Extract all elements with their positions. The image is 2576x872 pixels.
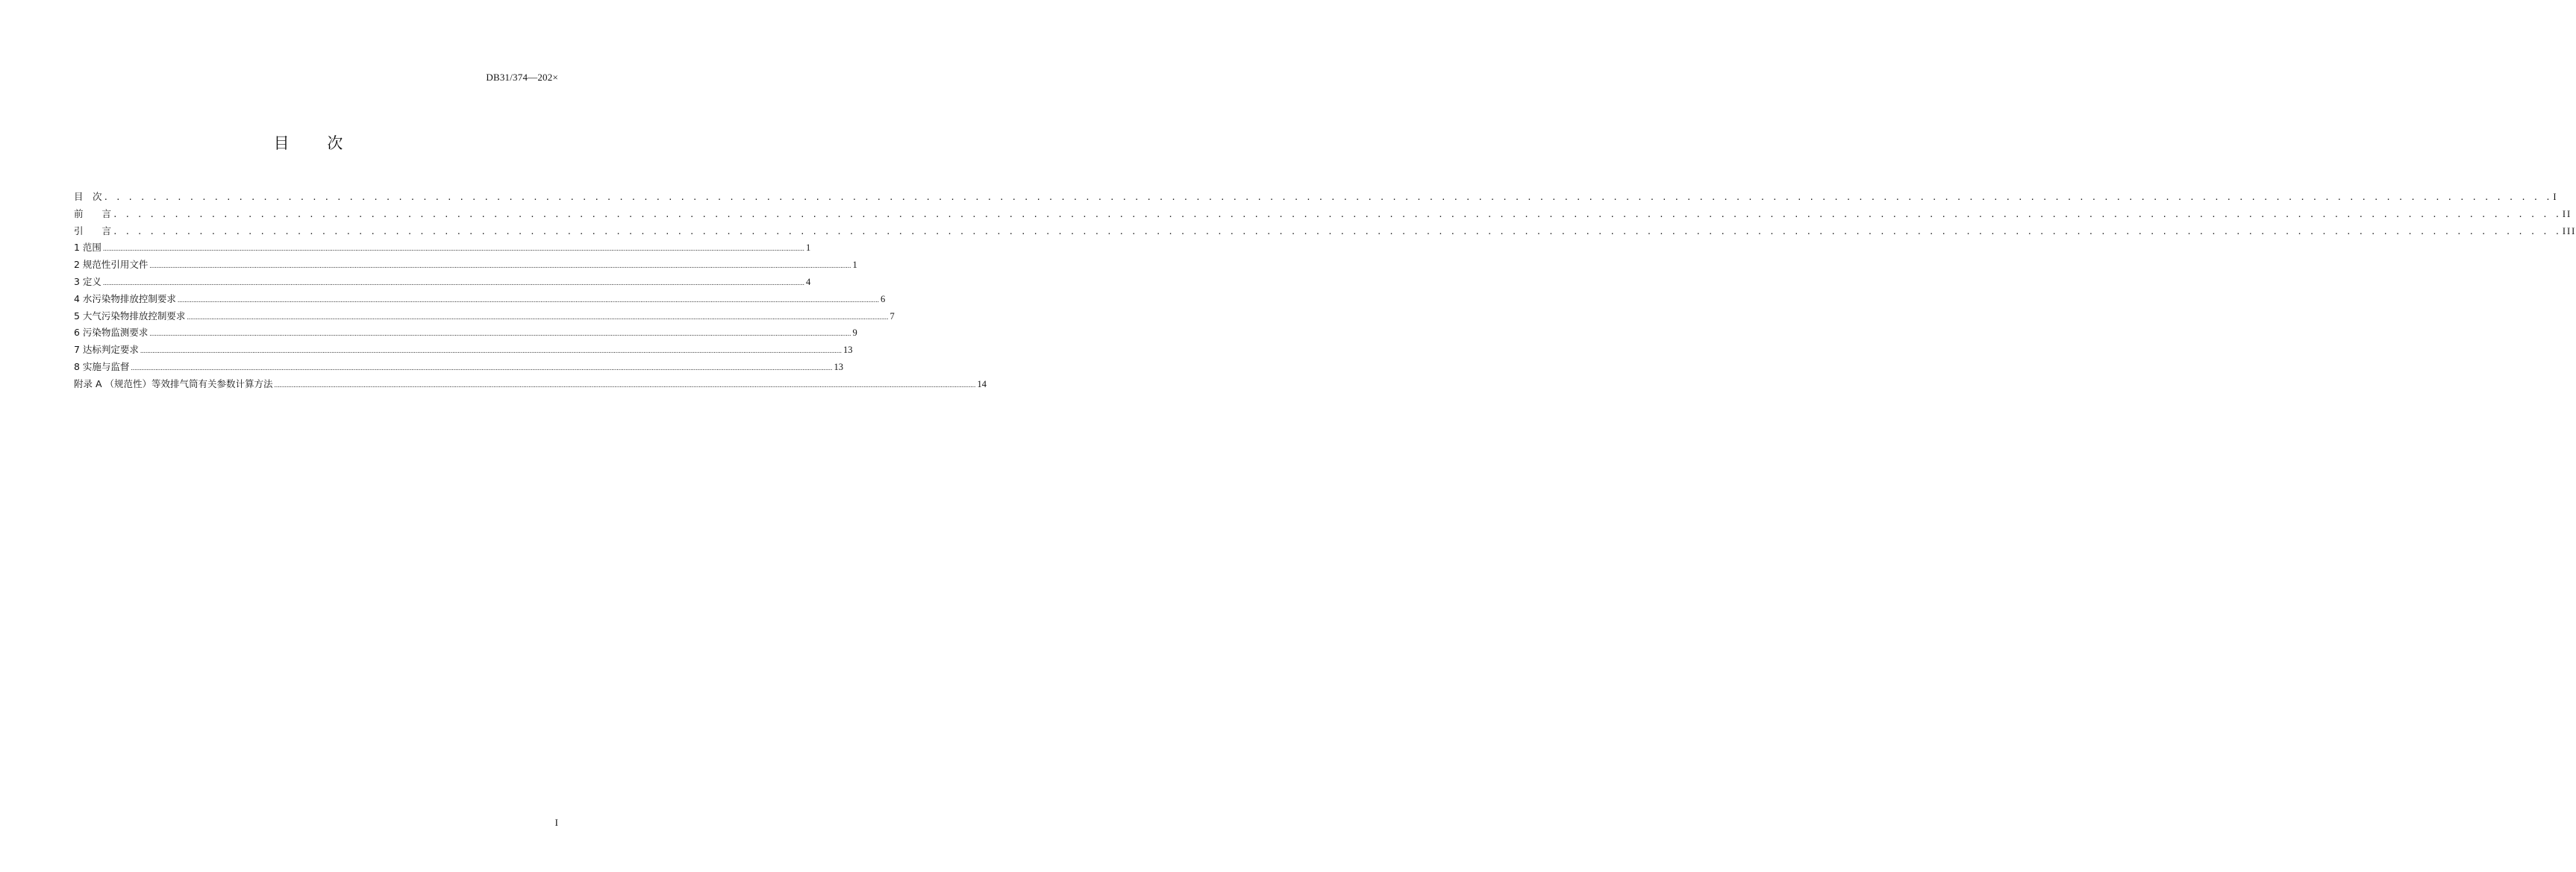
- toc-entry-page: 4: [805, 276, 811, 287]
- toc-entry-page: 13: [842, 345, 853, 356]
- toc-entry[interactable]: [74, 207, 2572, 224]
- toc-leader-dots: ................................................................................................................................................................................................................................................................................................................................................................................................................: [177, 295, 879, 304]
- toc-entry-label: 前 言: [74, 207, 112, 219]
- toc-entry[interactable]: [74, 377, 987, 394]
- toc-entry-page: 13: [834, 361, 843, 372]
- toc-entry[interactable]: [74, 240, 811, 257]
- toc-entry-label: 3 定义: [74, 275, 101, 287]
- toc-leader-dots: ................................................................................................................................................................................................................................................................................................................................................................................................................: [102, 245, 804, 253]
- toc-leader-dots: . . . . . . . . . . . . . . . . . . . . . . . . . . . . . . . . . . . . . . . . . . . . . . . . . . . . . . . . . . . . . . . . . . . . . . . . . . . . . . . . . . . . . . . . . . . . . . . . . . . . . . . . . . . . . . . . . . . . . . . . . . . . . . . . . . . . . . . . . . . . . . . . . . . . . . . . . . . . . . . . . . . . . . . . . . . . . . . . . . . . . . . . . . . . . . . . . . . . . . . .: [113, 226, 2561, 236]
- toc-entry-label: 目 次: [74, 191, 102, 202]
- toc-leader-dots: ................................................................................................................................................................................................................................................................................................................................................................................................................: [274, 380, 976, 389]
- toc-entry-page: 9: [852, 327, 857, 339]
- document-code: DB31/374—202×: [486, 72, 558, 83]
- toc-entry-page: III: [2562, 225, 2576, 236]
- toc-entry-label: 8 实施与监督: [74, 360, 130, 372]
- toc-entry[interactable]: [74, 224, 2576, 241]
- table-of-contents: [74, 189, 2576, 394]
- toc-leader-dots: ................................................................................................................................................................................................................................................................................................................................................................................................................: [149, 330, 851, 338]
- toc-entry-page: II: [2562, 208, 2572, 219]
- toc-entry[interactable]: [74, 325, 857, 342]
- toc-entry-page: 1: [852, 260, 857, 271]
- toc-entry[interactable]: [74, 292, 886, 309]
- toc-entry[interactable]: [74, 275, 811, 292]
- toc-entry-label: 4 水污染物排放控制要求: [74, 292, 176, 304]
- toc-entry[interactable]: [74, 342, 853, 360]
- toc-entry-page: 14: [977, 378, 987, 389]
- toc-entry-page: I: [2553, 192, 2558, 202]
- toc-entry-page: 1: [805, 242, 811, 254]
- toc-leader-dots: ................................................................................................................................................................................................................................................................................................................................................................................................................: [131, 363, 833, 371]
- toc-entry-label: 引 言: [74, 225, 112, 236]
- toc-entry[interactable]: [74, 309, 895, 326]
- toc-leader-dots: . . . . . . . . . . . . . . . . . . . . . . . . . . . . . . . . . . . . . . . . . . . . . . . . . . . . . . . . . . . . . . . . . . . . . . . . . . . . . . . . . . . . . . . . . . . . . . . . . . . . . . . . . . . . . . . . . . . . . . . . . . . . . . . . . . . . . . . . . . . . . . . . . . . . . . . . . . . . . . . . . . . . . . . . . . . . . . . . . . . . . . . . . . . . . . . . . . . . . . . .: [103, 192, 2552, 202]
- toc-entry-page: 6: [880, 293, 886, 304]
- toc-entry[interactable]: [74, 360, 843, 377]
- toc-leader-dots: ................................................................................................................................................................................................................................................................................................................................................................................................................: [140, 347, 842, 355]
- toc-entry-label: 7 达标判定要求: [74, 344, 139, 356]
- toc-entry-label: 2 规范性引用文件: [74, 259, 149, 271]
- toc-entry-page: 7: [890, 310, 895, 321]
- toc-leader-dots: ................................................................................................................................................................................................................................................................................................................................................................................................................: [102, 278, 804, 286]
- toc-title: 目 次: [273, 134, 360, 152]
- toc-entry-label: 5 大气污染物排放控制要求: [74, 310, 186, 321]
- toc-leader-dots: ................................................................................................................................................................................................................................................................................................................................................................................................................: [187, 313, 889, 321]
- page-number: I: [554, 817, 558, 828]
- toc-entry[interactable]: [74, 257, 857, 275]
- toc-entry-label: 1 范围: [74, 242, 101, 254]
- toc-leader-dots: . . . . . . . . . . . . . . . . . . . . . . . . . . . . . . . . . . . . . . . . . . . . . . . . . . . . . . . . . . . . . . . . . . . . . . . . . . . . . . . . . . . . . . . . . . . . . . . . . . . . . . . . . . . . . . . . . . . . . . . . . . . . . . . . . . . . . . . . . . . . . . . . . . . . . . . . . . . . . . . . . . . . . . . . . . . . . . . . . . . . . . . . . . . . . . . . . . . . . . . .: [113, 209, 2561, 219]
- toc-leader-dots: ................................................................................................................................................................................................................................................................................................................................................................................................................: [149, 262, 851, 270]
- toc-entry-label: 6 污染物监测要求: [74, 327, 149, 339]
- toc-entry[interactable]: [74, 189, 2558, 207]
- toc-entry-label: 附录 A （规范性）等效排气筒有关参数计算方法: [74, 377, 273, 389]
